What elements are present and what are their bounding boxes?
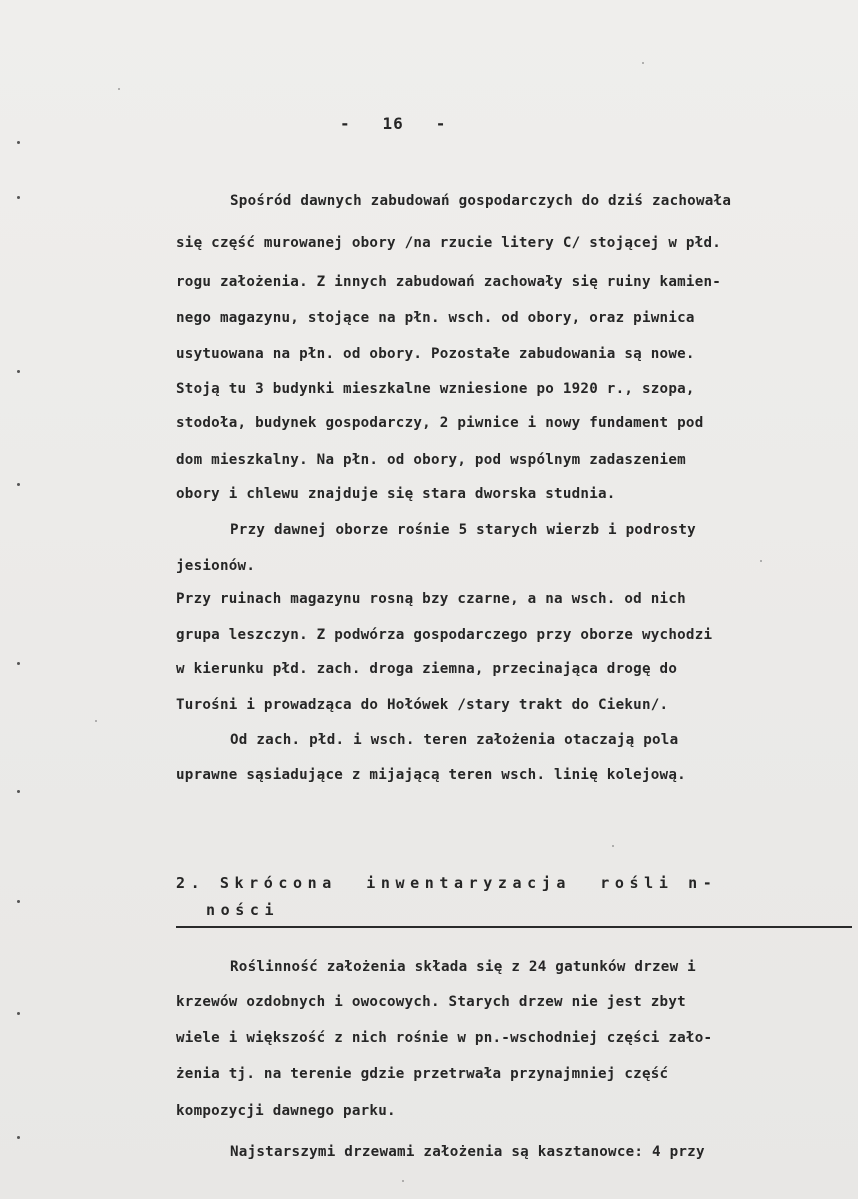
scan-speck xyxy=(612,845,614,847)
text-line: uprawne sąsiadujące z mijającą teren wsch. linię kolejową. xyxy=(176,767,686,783)
text-line: Przy ruinach magazynu rosną bzy czarne, a na wsch. od nich xyxy=(176,591,686,607)
text-line: kompozycji dawnego parku. xyxy=(176,1103,396,1119)
text-line: Od zach. płd. i wsch. teren założenia otaczają pola xyxy=(230,732,679,748)
scan-speck xyxy=(642,62,644,64)
margin-dot xyxy=(17,900,20,903)
section-heading-continuation: ności xyxy=(206,901,280,919)
text-line: obory i chlewu znajduje się stara dworska studnia. xyxy=(176,486,616,502)
text-line: grupa leszczyn. Z podwórza gospodarczego przy oborze wychodzi xyxy=(176,627,713,643)
text-line: rogu założenia. Z innych zabudowań zachowały się ruiny kamien- xyxy=(176,274,722,290)
margin-dot xyxy=(17,1012,20,1015)
margin-dot xyxy=(17,1136,20,1139)
text-line: nego magazynu, stojące na płn. wsch. od obory, oraz piwnica xyxy=(176,310,695,326)
margin-dot xyxy=(17,790,20,793)
margin-dot xyxy=(17,196,20,199)
text-line: dom mieszkalny. Na płn. od obory, pod wspólnym zadaszeniem xyxy=(176,452,686,468)
text-line: Przy dawnej oborze rośnie 5 starych wierzb i podrosty xyxy=(230,522,696,538)
page-number: - 16 - xyxy=(340,114,447,133)
heading-underline xyxy=(176,926,852,928)
text-line: Roślinność założenia składa się z 24 gatunków drzew i xyxy=(230,959,696,975)
margin-dot xyxy=(17,662,20,665)
margin-dot xyxy=(17,483,20,486)
text-line: Spośród dawnych zabudowań gospodarczych do dziś zachowała xyxy=(230,193,732,209)
text-line: usytuowana na płn. od obory. Pozostałe zabudowania są nowe. xyxy=(176,346,695,362)
text-line: w kierunku płd. zach. droga ziemna, przecinająca drogę do xyxy=(176,661,678,677)
text-line: żenia tj. na terenie gdzie przetrwała przynajmniej część xyxy=(176,1066,669,1082)
scan-speck xyxy=(402,1180,404,1182)
section-heading: 2. Skrócona inwentaryzacja rośli n- xyxy=(176,874,718,892)
text-line: Turośni i prowadząca do Hołówek /stary trakt do Ciekun/. xyxy=(176,697,669,713)
text-line: jesionów. xyxy=(176,558,256,574)
text-line: krzewów ozdobnych i owocowych. Starych drzew nie jest zbyt xyxy=(176,994,686,1010)
scan-speck xyxy=(118,88,120,90)
margin-dot xyxy=(17,370,20,373)
text-line: Najstarszymi drzewami założenia są kasztanowce: 4 przy xyxy=(230,1144,705,1160)
text-line: stodoła, budynek gospodarczy, 2 piwnice i nowy fundament pod xyxy=(176,415,704,431)
text-line: wiele i większość z nich rośnie w pn.-wschodniej części zało- xyxy=(176,1030,713,1046)
margin-dot xyxy=(17,141,20,144)
text-line: się część murowanej obory /na rzucie litery C/ stojącej w płd. xyxy=(176,235,722,251)
text-line: Stoją tu 3 budynki mieszkalne wzniesione po 1920 r., szopa, xyxy=(176,381,695,397)
scan-speck xyxy=(95,720,97,722)
scan-speck xyxy=(760,560,762,562)
